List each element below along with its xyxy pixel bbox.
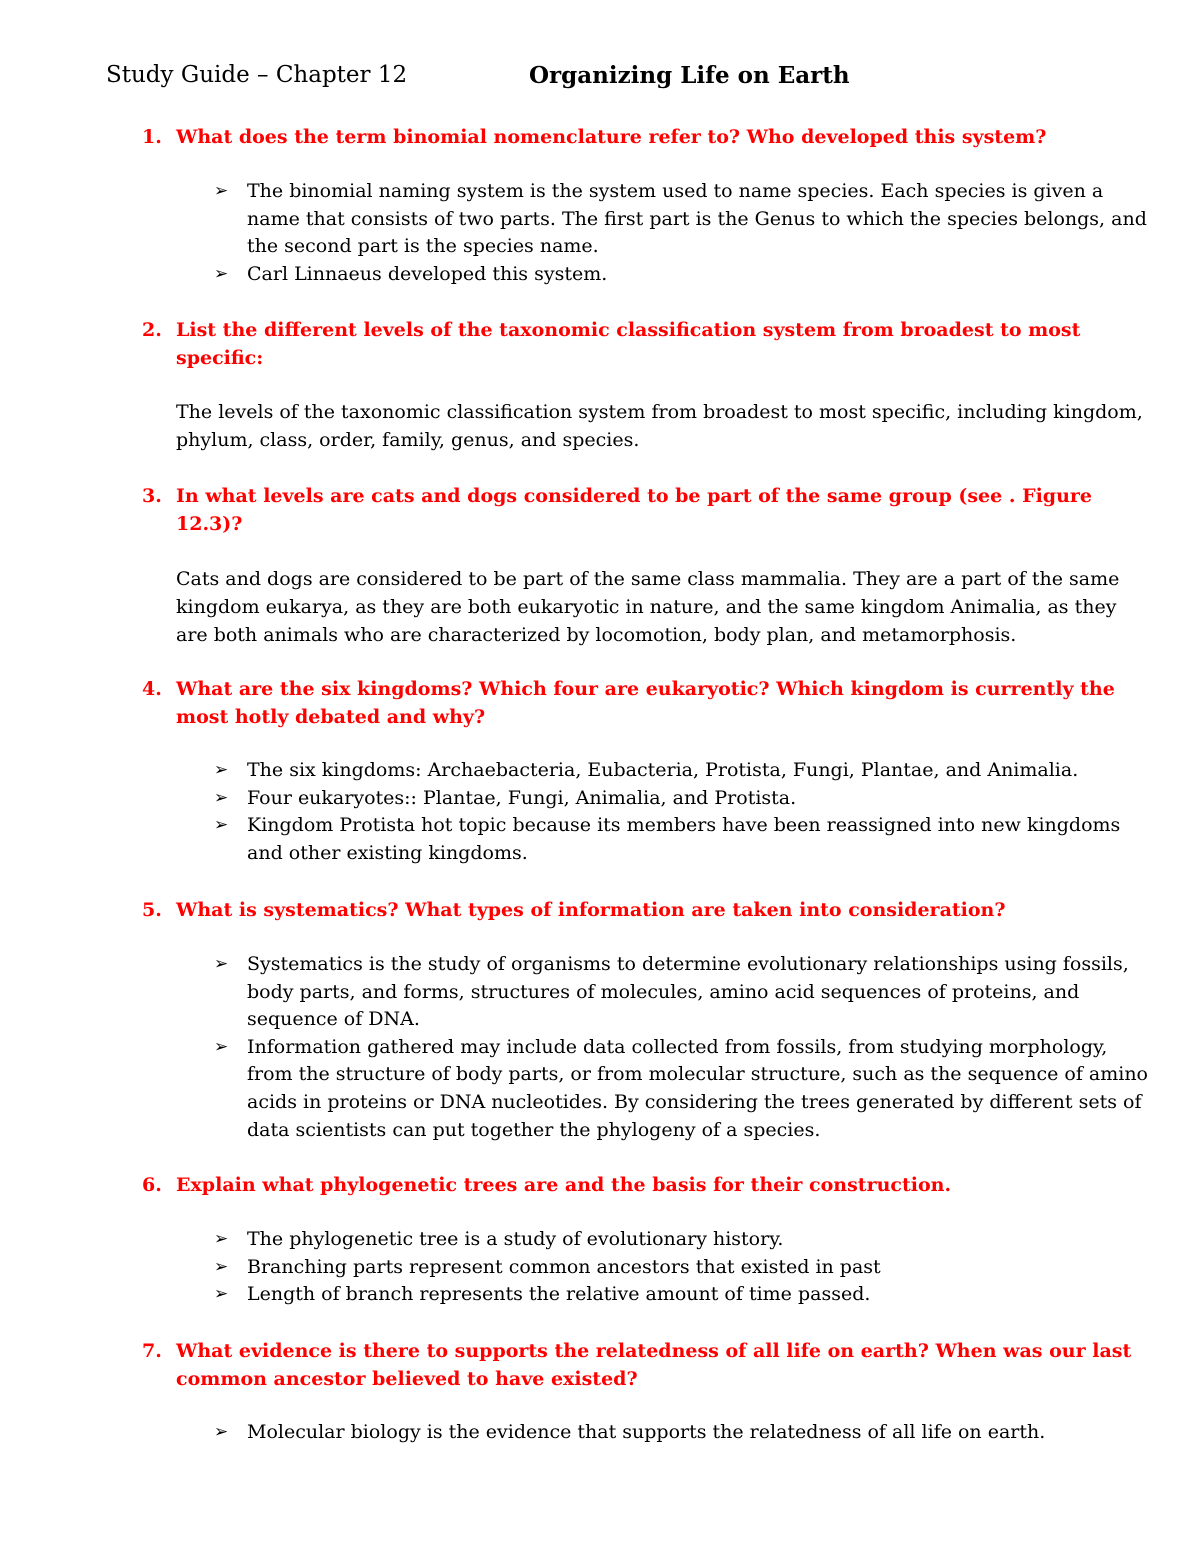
question-text: What are the six kingdoms? Which four are eukaryotic? Which kingdom is currently the most hotly debated and why? [176, 678, 1115, 728]
list-item: ➢ Systematics is the study of organisms to determine evolutionary relationships using fossils, body parts, and forms, structures of molecules, amino acid sequences of proteins, and sequence of DNA. [214, 953, 1129, 1031]
list-item: ➢ Length of branch represents the relative amount of time passed. [214, 1281, 1149, 1309]
page-header [106, 62, 1106, 96]
list-item: ➢ Molecular biology is the evidence that supports the relatedness of all life on earth. [214, 1419, 1149, 1447]
answer-list-5 [214, 951, 1149, 1144]
list-item: ➢ The six kingdoms: Archaebacteria, Eubacteria, Protista, Fungi, Plantae, and Animalia. [214, 757, 1149, 785]
arrowhead-bullet-icon: ➢ [214, 1284, 229, 1305]
question-7 [142, 1337, 1142, 1393]
answer-paragraph-3: Cats and dogs are considered to be part of the same class mammalia. They are a part of the same kingdom eukarya, as they are both eukaryotic in nature, and the same kingdom Animalia, as they are both animals who are characterized by locomotion, body plan, and metamorphosis. [176, 568, 1120, 646]
page-title: Organizing Life on Earth [529, 62, 850, 89]
question-4 [142, 675, 1142, 731]
list-item: ➢ Information gathered may include data collected from fossils, from studying morphology, from the structure of body parts, or from molecular structure, such as the sequence of amino acids in proteins or DNA nucleotides. By considering the trees generated by different sets of data scientists can put together the phylogeny of a species. [214, 1035, 1148, 1141]
question-number: 4. [142, 678, 162, 700]
question-text: What evidence is there to supports the relatedness of all life on earth? When was our last common ancestor believed to have existed? [176, 1340, 1132, 1390]
arrowhead-bullet-icon: ➢ [214, 815, 229, 836]
arrowhead-bullet-icon: ➢ [214, 1256, 229, 1277]
question-number: 5. [142, 899, 162, 921]
list-item: ➢ Four eukaryotes:: Plantae, Fungi, Animalia, and Protista. [214, 785, 1149, 813]
arrowhead-bullet-icon: ➢ [214, 1229, 229, 1249]
question-text: Explain what phylogenetic trees are and the basis for their construction. [176, 1174, 952, 1196]
answer-paragraph-2: The levels of the taxonomic classification system from broadest to most specific, including kingdom, phylum, class, order, family, genus, and species. [176, 401, 1143, 451]
question-text: List the different levels of the taxonomic classification system from broadest to most specific: [176, 319, 1081, 369]
question-6 [142, 1171, 1142, 1199]
chapter-label: Study Guide – Chapter 12 [106, 62, 408, 88]
arrowhead-bullet-icon: ➢ [214, 181, 229, 201]
question-3 [142, 482, 1142, 538]
answer-list-7 [214, 1419, 1149, 1447]
question-text: What is systematics? What types of information are taken into consideration? [176, 899, 1006, 921]
question-text: In what levels are cats and dogs considered to be part of the same group (see . Figure 12.3)? [176, 485, 1092, 535]
question-number: 3. [142, 485, 162, 507]
list-item: ➢ The binomial naming system is the system used to name species. Each species is given a name that consists of two parts. The first part is the Genus to which the species belongs, and the second part is the species name. [214, 180, 1147, 258]
answer-list-4 [214, 757, 1149, 867]
answer-list-1 [214, 178, 1149, 288]
list-item: ➢ Branching parts represent common ancestors that existed in past [214, 1254, 1149, 1282]
arrowhead-bullet-icon: ➢ [214, 954, 229, 974]
answer-list-6 [214, 1226, 1149, 1309]
arrowhead-bullet-icon: ➢ [214, 263, 229, 284]
question-number: 6. [142, 1174, 162, 1196]
question-1 [142, 123, 1142, 151]
question-number: 2. [142, 319, 162, 341]
question-number: 1. [142, 126, 162, 148]
question-5 [142, 896, 1142, 924]
list-item: ➢ Kingdom Protista hot topic because its members have been reassigned into new kingdoms and other existing kingdoms. [214, 814, 1121, 864]
arrowhead-bullet-icon: ➢ [214, 1422, 229, 1442]
question-2 [142, 316, 1142, 372]
arrowhead-bullet-icon: ➢ [214, 787, 229, 808]
question-number: 7. [142, 1340, 162, 1362]
arrowhead-bullet-icon: ➢ [214, 760, 229, 780]
list-item: ➢ The phylogenetic tree is a study of evolutionary history. [214, 1226, 1149, 1254]
question-text: What does the term binomial nomenclature refer to? Who developed this system? [176, 126, 1047, 148]
arrowhead-bullet-icon: ➢ [214, 1036, 229, 1057]
list-item: ➢ Carl Linnaeus developed this system. [214, 261, 1149, 289]
